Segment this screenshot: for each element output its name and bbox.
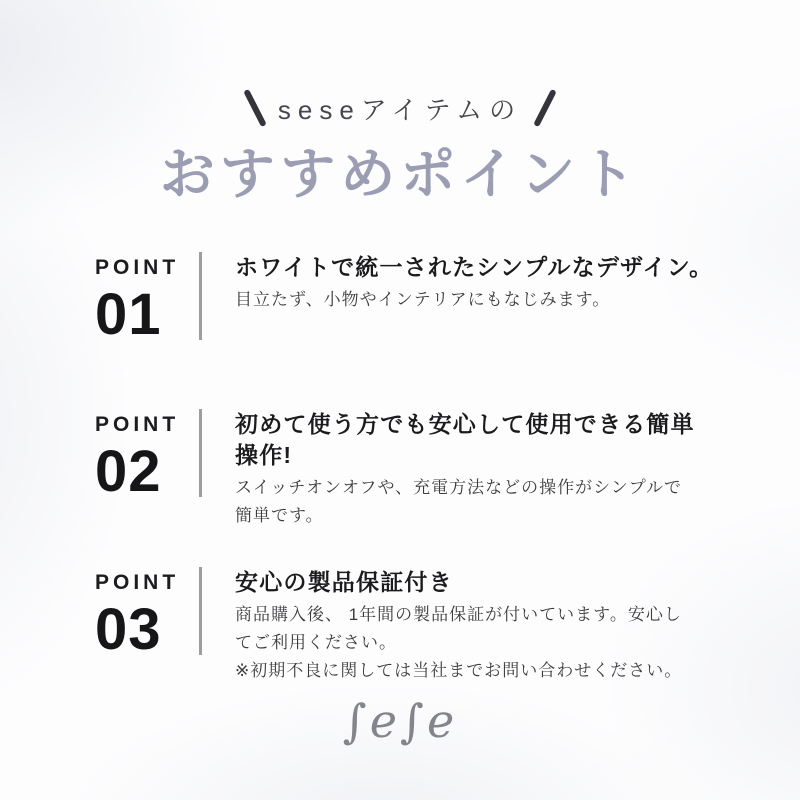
point-number: 01 xyxy=(95,282,162,347)
point-index-column xyxy=(95,565,199,662)
vertical-divider xyxy=(199,409,202,497)
backslash-stroke-icon xyxy=(243,89,267,127)
point-title: 初めて使う方でも安心して使用できる簡単 操作! xyxy=(235,411,695,468)
vertical-divider xyxy=(199,252,202,340)
slash-stroke-icon xyxy=(533,89,557,127)
point-block-03 xyxy=(95,565,682,685)
header-tagline-row xyxy=(0,88,800,128)
page-title: おすすめポイント xyxy=(159,143,641,205)
point-description: 目立たず、小物やインテリアにもなじみます。 xyxy=(235,290,611,309)
point-title: 安心の製品保証付き xyxy=(235,569,453,595)
point-number: 02 xyxy=(95,439,162,504)
brand-logo: ∫e∫e xyxy=(342,694,458,748)
point-title: ホワイトで統一されたシンプルなデザイン。 xyxy=(235,254,714,280)
vertical-divider xyxy=(199,567,202,655)
point-block-01 xyxy=(95,250,714,347)
point-number: 03 xyxy=(95,597,162,662)
point-block-02 xyxy=(95,407,695,530)
point-index-column xyxy=(95,250,199,347)
point-description: 商品購入後、 1年間の製品保証が付いています。安心し てご利用ください。 ※初期不良に関しては当社までお問い合わせください。 xyxy=(235,605,683,680)
point-label: POINT xyxy=(95,413,180,436)
point-label: POINT xyxy=(95,571,180,594)
point-body xyxy=(235,407,695,530)
point-index-column xyxy=(95,407,199,504)
header-tagline: seseアイテムの xyxy=(277,94,523,125)
point-body xyxy=(235,565,682,685)
point-description: スイッチオンオフや、充電方法などの操作がシンプルで 簡単です。 xyxy=(235,478,683,525)
point-body xyxy=(235,250,713,314)
point-label: POINT xyxy=(95,256,180,279)
